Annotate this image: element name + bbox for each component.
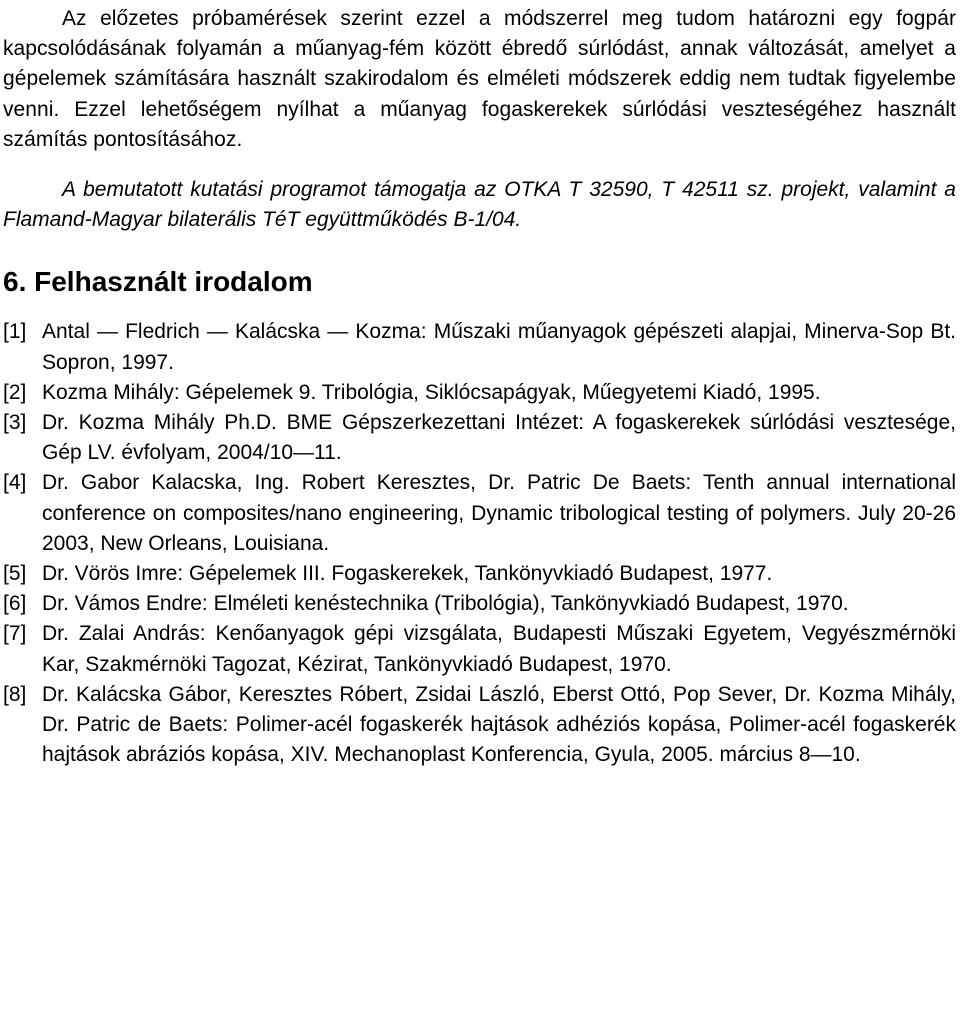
reference-item bbox=[3, 559, 956, 589]
reference-item bbox=[3, 468, 956, 559]
intro-paragraph: Az előzetes próbamérések szerint ezzel a módszerrel meg tudom határozni egy fogpár kapcsolódásának folyamán a műanyag-fém között ébredő súrlódást, annak változását, amelyet a gépelemek számítására használt szakirodalom és elméleti módszerek eddig nem tudtak figyelembe venni. Ezzel lehetőségem nyílhat a műanyag fogaskerekek súrlódási veszteségéhez használt számítás pontosításához. bbox=[3, 7, 956, 151]
reference-text: Dr. Kalácska Gábor, Keresztes Róbert, Zsidai László, Eberst Ottó, Pop Sever, Dr. Kozma Mihály, Dr. Patric de Baets: Polimer-acél fogaskerék hajtások adhéziós kopása, Polimer-acél fogaskerék hajtások abráziós kopása, XIV. Mechanoplast Konferencia, Gyula, 2005. március 8—10. bbox=[42, 682, 956, 767]
reference-text: Dr. Zalai András: Kenőanyagok gépi vizsgálata, Budapesti Műszaki Egyetem, Vegyészmérnöki Kar, Szakmérnöki Tagozat, Kézirat, Tankönyvkiadó Budapest, 1970. bbox=[42, 622, 956, 676]
reference-text: Antal — Fledrich — Kalácska — Kozma: Műszaki műanyagok gépészeti alapjai, Minerva-Sop Bt. Sopron, 1997. bbox=[42, 320, 956, 374]
reference-text: Dr. Vámos Endre: Elméleti kenéstechnika (Tribológia), Tankönyvkiadó Budapest, 1970. bbox=[42, 592, 849, 616]
reference-item bbox=[3, 378, 956, 408]
reference-number: [6] bbox=[3, 592, 27, 616]
reference-number: [4] bbox=[3, 471, 27, 495]
section-heading: 6. Felhasznált irodalom bbox=[3, 266, 313, 298]
reference-text: Dr. Vörös Imre: Gépelemek III. Fogaskerekek, Tankönyvkiadó Budapest, 1977. bbox=[42, 562, 773, 586]
reference-item bbox=[3, 619, 956, 679]
reference-text: Dr. Gabor Kalacska, Ing. Robert Keresztes, Dr. Patric De Baets: Tenth annual international conference on composites/nano engineering, Dynamic tribological testing of polymers. July 20-26 2003, New Orleans, Louisiana. bbox=[42, 471, 956, 555]
reference-list bbox=[3, 317, 956, 770]
reference-number: [3] bbox=[3, 411, 27, 435]
reference-item bbox=[3, 317, 956, 377]
reference-number: [1] bbox=[3, 320, 27, 344]
reference-item bbox=[3, 680, 956, 771]
reference-number: [2] bbox=[3, 380, 27, 404]
reference-number: [8] bbox=[3, 682, 27, 706]
acknowledgement-paragraph: A bemutatott kutatási programot támogatja az OTKA T 32590, T 42511 sz. projekt, valamint a Flamand-Magyar bilaterális TéT együttműködés B-1/04. bbox=[3, 178, 956, 232]
reference-text: Kozma Mihály: Gépelemek 9. Tribológia, Siklócsapágyak, Műegyetemi Kiadó, 1995. bbox=[42, 380, 821, 404]
reference-item bbox=[3, 408, 956, 468]
reference-number: [7] bbox=[3, 622, 27, 646]
reference-item bbox=[3, 589, 956, 619]
reference-number: [5] bbox=[3, 562, 27, 586]
reference-text: Dr. Kozma Mihály Ph.D. BME Gépszerkezettani Intézet: A fogaskerekek súrlódási vesztesége, Gép LV. évfolyam, 2004/10—11. bbox=[42, 411, 956, 465]
